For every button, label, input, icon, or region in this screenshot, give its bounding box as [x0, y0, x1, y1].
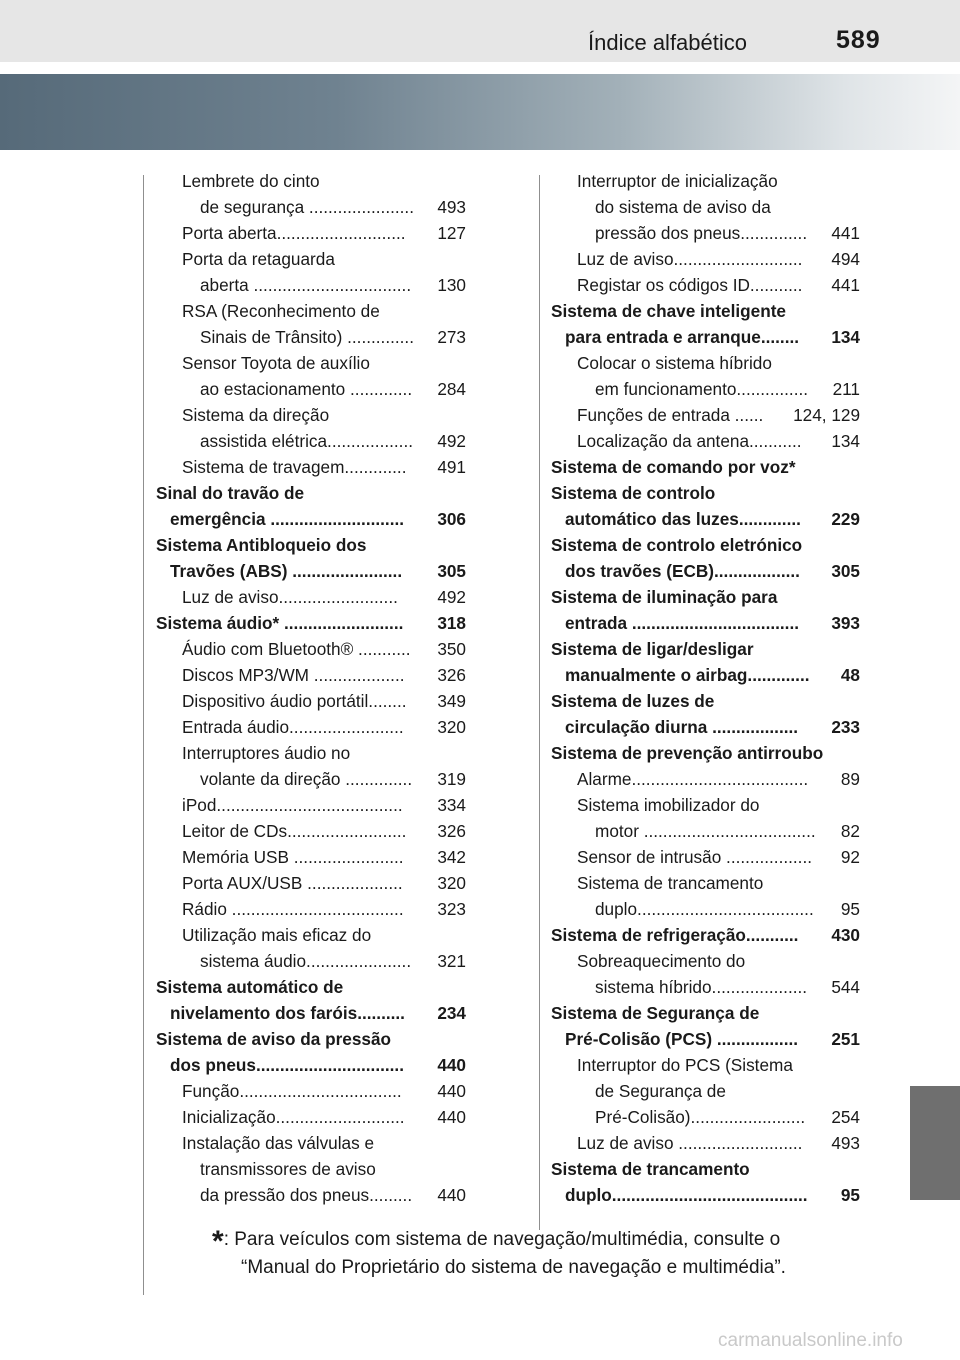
index-entry: [551, 896, 860, 922]
entry-page: 349: [437, 691, 466, 711]
entry-text: para entrada e arranque........: [565, 327, 800, 347]
entry-text: Sistema de iluminação para: [551, 587, 778, 607]
index-entry: [156, 948, 466, 974]
index-entry: [551, 246, 860, 272]
entry-text: da pressão dos pneus.........: [200, 1185, 413, 1205]
entry-text: Porta aberta...........................: [182, 223, 406, 243]
index-entry: [156, 324, 466, 350]
chapter-tab: [910, 1086, 960, 1200]
index-entry: [551, 714, 860, 740]
index-entry: [156, 428, 466, 454]
index-entry: [156, 740, 466, 766]
index-entry: [551, 324, 860, 350]
index-entry: [156, 844, 466, 870]
entry-text: Interruptores áudio no: [182, 743, 351, 763]
entry-text: Instalação das válvulas e: [182, 1133, 375, 1153]
entry-text: entrada ...................................: [565, 613, 799, 633]
entry-page: 233: [831, 717, 860, 737]
entry-text: iPod.......................................: [182, 795, 403, 815]
entry-page: 95: [840, 899, 860, 919]
entry-text: Sistema de travagem.............: [182, 457, 407, 477]
entry-page: 320: [437, 717, 466, 737]
entry-text: Sistema de ligar/desligar: [551, 639, 754, 659]
right-column-rule: [539, 175, 540, 1230]
entry-page: 440: [437, 1055, 466, 1075]
entry-text: Registar os códigos ID...........: [577, 275, 803, 295]
entry-page: 320: [437, 873, 466, 893]
footnote: [212, 1226, 872, 1282]
entry-text: Interruptor de inicialização: [577, 171, 778, 191]
entry-text: Função..................................: [182, 1081, 402, 1101]
index-entry: [551, 1000, 860, 1026]
index-entry: [551, 480, 860, 506]
index-entry: [156, 272, 466, 298]
entry-text: Sistema de aviso da pressão: [156, 1029, 392, 1049]
index-entry: [551, 766, 860, 792]
entry-page: 284: [437, 379, 466, 399]
entry-page: 305: [831, 561, 860, 581]
entry-text: Funções de entrada ......: [577, 405, 764, 425]
entry-page: 321: [437, 951, 466, 971]
index-entry: [551, 168, 860, 194]
entry-page: 306: [437, 509, 466, 529]
entry-text: do sistema de aviso da: [595, 197, 771, 217]
entry-text: Sistema de Segurança de: [551, 1003, 760, 1023]
index-entry: [551, 376, 860, 402]
entry-text: Sistema de controlo: [551, 483, 716, 503]
index-entry: [551, 818, 860, 844]
entry-page: 440: [437, 1107, 466, 1127]
entry-text: Sistema de controlo eletrónico: [551, 535, 803, 555]
entry-text: Sensor de intrusão ..................: [577, 847, 813, 867]
entry-text: Rádio ....................................: [182, 899, 404, 919]
index-entry: [551, 194, 860, 220]
entry-page: 440: [437, 1081, 466, 1101]
entry-text: Sistema de refrigeração...........: [551, 925, 799, 945]
entry-page: 124, 129: [793, 405, 860, 425]
index-entry: [156, 896, 466, 922]
index-entry: [156, 506, 466, 532]
entry-page: 323: [437, 899, 466, 919]
entry-text: circulação diurna ..................: [565, 717, 799, 737]
index-entry: [156, 714, 466, 740]
entry-page: 95: [840, 1185, 860, 1205]
entry-text: Travões (ABS) .......................: [170, 561, 403, 581]
entry-page: 334: [437, 795, 466, 815]
entry-page: 440: [437, 1185, 466, 1205]
index-entry: [156, 1078, 466, 1104]
index-entry: [156, 558, 466, 584]
entry-text: aberta .................................: [200, 275, 412, 295]
entry-page: 491: [437, 457, 466, 477]
watermark: carmanualsonline.info: [718, 1330, 903, 1351]
entry-page: 48: [840, 665, 860, 685]
entry-page: 82: [840, 821, 860, 841]
entry-page: 493: [831, 1133, 860, 1153]
entry-text: Dispositivo áudio portátil........: [182, 691, 407, 711]
index-entry: [551, 1078, 860, 1104]
entry-page: 229: [831, 509, 860, 529]
entry-text: Inicialização...........................: [182, 1107, 405, 1127]
index-entry: [551, 948, 860, 974]
entry-text: emergência ............................: [170, 509, 405, 529]
index-entry: [551, 610, 860, 636]
entry-text: Leitor de CDs.........................: [182, 821, 407, 841]
index-entry: [156, 584, 466, 610]
index-entry: [156, 1104, 466, 1130]
index-entry: [156, 168, 466, 194]
entry-text: Sistema de chave inteligente: [551, 301, 786, 321]
index-entry: [551, 506, 860, 532]
entry-text: duplo.........................................: [565, 1185, 808, 1205]
index-entry: [156, 246, 466, 272]
entry-text: Localização da antena...........: [577, 431, 802, 451]
entry-page: 130: [437, 275, 466, 295]
entry-text: Sistema da direção: [182, 405, 330, 425]
entry-text: motor ....................................: [595, 821, 816, 841]
index-entry: [156, 636, 466, 662]
index-entry: [156, 1156, 466, 1182]
entry-text: em funcionamento...............: [595, 379, 809, 399]
index-entry: [156, 532, 466, 558]
entry-text: Sensor Toyota de auxílio: [182, 353, 370, 373]
index-entry: [156, 1000, 466, 1026]
entry-text: automático das luzes.............: [565, 509, 801, 529]
index-entry: [551, 1182, 860, 1208]
index-entry: [156, 818, 466, 844]
footnote-line-2: “Manual do Proprietário do sistema de navegação e multimédia”.: [241, 1257, 786, 1278]
entry-page: 211: [832, 379, 860, 399]
index-entry: [156, 298, 466, 324]
entry-text: assistida elétrica..................: [200, 431, 414, 451]
footnote-marker: *: [212, 1225, 224, 1258]
index-entry: [551, 428, 860, 454]
entry-page: 326: [437, 665, 466, 685]
entry-text: Sistema automático de: [156, 977, 344, 997]
entry-page: 319: [437, 769, 466, 789]
index-entry: [551, 792, 860, 818]
entry-text: manualmente o airbag.............: [565, 665, 810, 685]
entry-page: 92: [840, 847, 860, 867]
entry-text: Luz de aviso ..........................: [577, 1133, 803, 1153]
index-entry: [156, 922, 466, 948]
entry-text: duplo.....................................: [595, 899, 814, 919]
index-entry: [551, 272, 860, 298]
entry-page: 492: [437, 587, 466, 607]
index-entry: [551, 1052, 860, 1078]
entry-text: Sinais de Trânsito) ..............: [200, 327, 414, 347]
entry-page: 430: [831, 925, 860, 945]
index-entry: [156, 870, 466, 896]
decorative-gradient-band: [0, 74, 960, 150]
entry-text: dos travões (ECB)..................: [565, 561, 800, 581]
index-entry: [551, 844, 860, 870]
index-entry: [551, 1156, 860, 1182]
entry-text: de segurança ......................: [200, 197, 414, 217]
entry-page: 234: [437, 1003, 466, 1023]
entry-text: Alarme.....................................: [577, 769, 809, 789]
entry-page: 544: [831, 977, 860, 997]
entry-page: 441: [831, 275, 860, 295]
index-entry: [156, 1052, 466, 1078]
index-entry: [551, 1026, 860, 1052]
entry-page: 492: [437, 431, 466, 451]
entry-text: Sobreaquecimento do: [577, 951, 746, 971]
entry-text: volante da direção ..............: [200, 769, 413, 789]
entry-text: Luz de aviso...........................: [577, 249, 803, 269]
entry-text: Porta AUX/USB ....................: [182, 873, 403, 893]
index-entry: [156, 766, 466, 792]
entry-text: Porta da retaguarda: [182, 249, 335, 269]
section-title: Índice alfabético: [588, 30, 747, 55]
entry-text: Memória USB .......................: [182, 847, 404, 867]
entry-page: 254: [831, 1107, 860, 1127]
index-entry: [551, 870, 860, 896]
entry-text: Sistema de luzes de: [551, 691, 715, 711]
entry-text: sistema áudio......................: [200, 951, 412, 971]
entry-text: nivelamento dos faróis..........: [170, 1003, 405, 1023]
header-band: [0, 0, 960, 62]
entry-page: 494: [831, 249, 860, 269]
index-entry: [551, 584, 860, 610]
index-entry: [551, 662, 860, 688]
entry-page: 493: [437, 197, 466, 217]
entry-text: dos pneus...............................: [170, 1055, 404, 1075]
index-entry: [156, 688, 466, 714]
index-entry: [156, 376, 466, 402]
left-column-rule: [143, 175, 144, 1295]
index-entry: [156, 1026, 466, 1052]
index-entry: [156, 402, 466, 428]
entry-page: 251: [831, 1029, 860, 1049]
entry-page: 305: [437, 561, 466, 581]
index-entry: [551, 350, 860, 376]
index-entry: [156, 220, 466, 246]
index-entry: [156, 454, 466, 480]
entry-text: Áudio com Bluetooth® ...........: [182, 639, 411, 659]
index-column-left: [156, 168, 466, 1208]
entry-page: 350: [437, 639, 466, 659]
entry-text: Discos MP3/WM ...................: [182, 665, 405, 685]
index-entry: [551, 974, 860, 1000]
entry-text: transmissores de aviso: [200, 1159, 376, 1179]
entry-text: Sistema de trancamento: [551, 1159, 750, 1179]
entry-text: de Segurança de: [595, 1081, 726, 1101]
entry-page: 326: [437, 821, 466, 841]
entry-text: Sistema de comando por voz*: [551, 457, 796, 477]
index-entry: [551, 636, 860, 662]
index-entry: [156, 792, 466, 818]
index-entry: [156, 480, 466, 506]
entry-page: 318: [437, 613, 466, 633]
page-number: 589: [836, 26, 881, 54]
entry-text: Pré-Colisão)........................: [595, 1107, 806, 1127]
entry-text: Entrada áudio........................: [182, 717, 404, 737]
index-entry: [551, 922, 860, 948]
entry-text: Luz de aviso.........................: [182, 587, 398, 607]
entry-text: ao estacionamento .............: [200, 379, 413, 399]
entry-text: Sistema de trancamento: [577, 873, 764, 893]
entry-text: Colocar o sistema híbrido: [577, 353, 772, 373]
entry-text: pressão dos pneus..............: [595, 223, 808, 243]
entry-text: Sistema de prevenção antirroubo: [551, 743, 824, 763]
index-column-right: [551, 168, 860, 1208]
index-entry: [551, 220, 860, 246]
entry-page: 134: [831, 327, 860, 347]
entry-page: 393: [831, 613, 860, 633]
entry-text: Interruptor do PCS (Sistema: [577, 1055, 793, 1075]
index-entry: [551, 532, 860, 558]
entry-text: Utilização mais eficaz do: [182, 925, 372, 945]
index-entry: [551, 740, 860, 766]
index-entry: [156, 194, 466, 220]
entry-text: Sistema imobilizador do: [577, 795, 760, 815]
footnote-line-1: : Para veículos com sistema de navegação/multimédia, consulte o: [223, 1229, 781, 1250]
entry-text: sistema híbrido....................: [595, 977, 808, 997]
entry-page: 273: [437, 327, 466, 347]
index-entry: [551, 1130, 860, 1156]
index-entry: [551, 558, 860, 584]
entry-page: 127: [437, 223, 466, 243]
index-entry: [551, 402, 860, 428]
entry-text: Sinal do travão de: [156, 483, 305, 503]
index-entry: [156, 662, 466, 688]
entry-text: Lembrete do cinto: [182, 171, 320, 191]
index-entry: [551, 454, 860, 480]
index-entry: [156, 1130, 466, 1156]
entry-page: 134: [831, 431, 860, 451]
entry-text: Pré-Colisão (PCS) .................: [565, 1029, 799, 1049]
entry-text: RSA (Reconhecimento de: [182, 301, 380, 321]
index-entry: [551, 688, 860, 714]
index-entry: [551, 298, 860, 324]
index-entry: [156, 610, 466, 636]
index-entry: [551, 1104, 860, 1130]
index-entry: [156, 1182, 466, 1208]
entry-page: 89: [840, 769, 860, 789]
entry-page: 342: [437, 847, 466, 867]
entry-text: Sistema Antibloqueio dos: [156, 535, 367, 555]
entry-page: 441: [831, 223, 860, 243]
index-entry: [156, 974, 466, 1000]
entry-text: Sistema áudio* .........................: [156, 613, 404, 633]
index-entry: [156, 350, 466, 376]
